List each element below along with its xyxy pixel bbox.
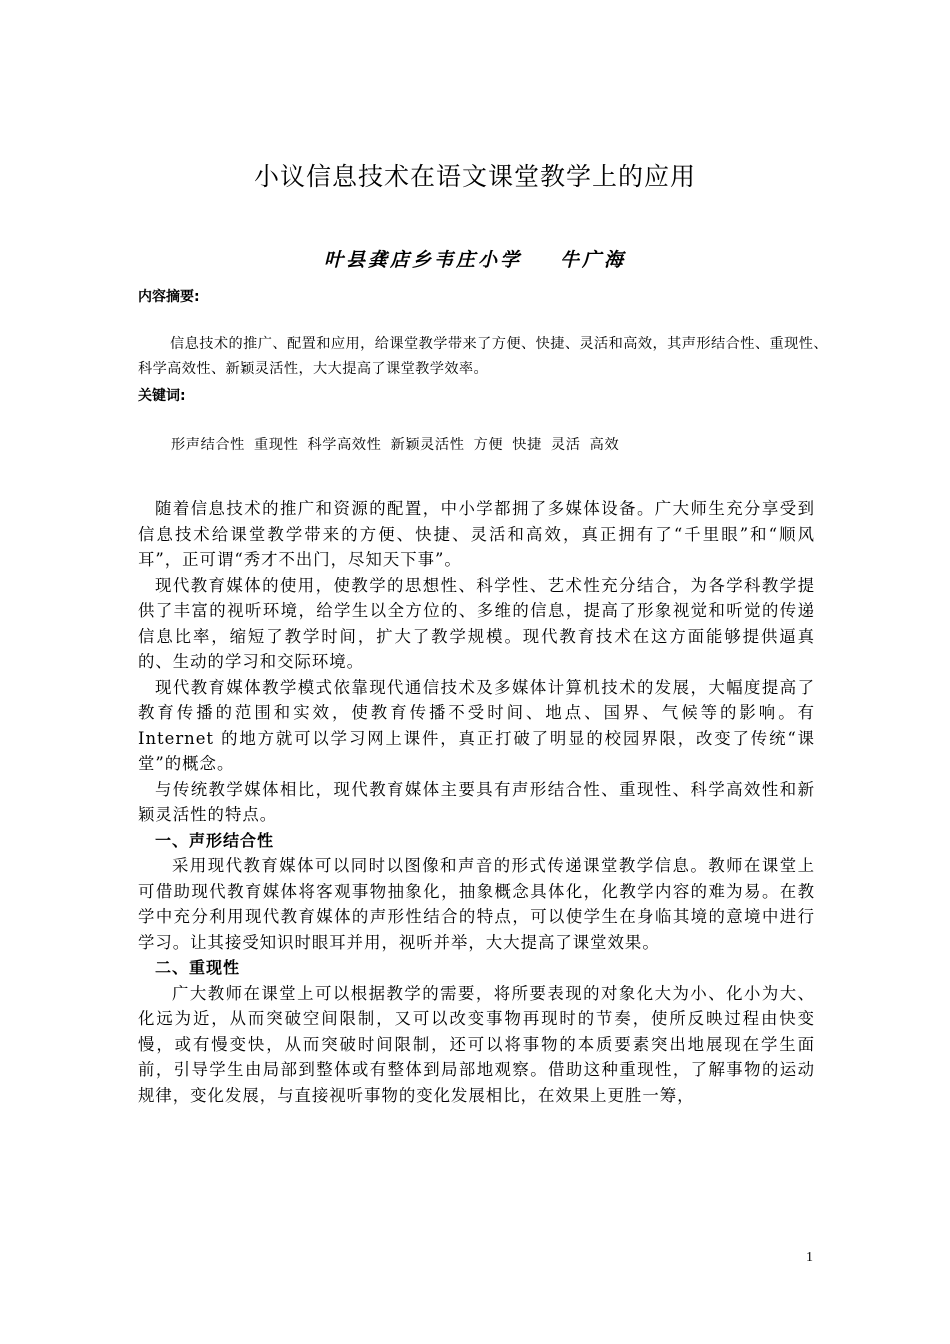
- body-paragraph: 现代教育媒体的使用，使教学的思想性、科学性、艺术性充分结合，为各学科教学提供了丰富的视听环境，给学生以全方位的、多维的信息，提高了形象视觉和听觉的传递信息比率，缩短了教学时间，扩大了教学规模。现代教育技术在这方面能够提供逼真的、生动的学习和交际环境。: [138, 575, 815, 671]
- page-number: 1: [806, 1250, 813, 1265]
- section-heading: 一、声形结合性: [155, 830, 275, 850]
- author-line: [0, 245, 950, 272]
- abstract-label: 内容摘要:: [138, 289, 200, 305]
- document-title: 小议信息技术在语文课堂教学上的应用: [253, 162, 696, 191]
- keywords-label: 关键词:: [138, 388, 186, 404]
- body-text: [138, 496, 815, 1108]
- author-school: 叶县龚店乡韦庄小学: [323, 249, 522, 271]
- keywords-text: 形声结合性 重现性 科学高效性 新颖灵活性 方便 快捷 灵活 高效: [171, 437, 620, 453]
- body-paragraph: 现代教育媒体教学模式依靠现代通信技术及多媒体计算机技术的发展，大幅度提高了教育传播的范围和实效，使教育传播不受时间、地点、国界、气候等的影响。有 Internet 的地方就可以学习网上课件，真正打破了明显的校园界限，改变了传统“课堂”的概念。: [138, 677, 815, 773]
- body-paragraph: 随着信息技术的推广和资源的配置，中小学都拥了多媒体设备。广大师生充分享受到信息技术给课堂教学带来的方便、快捷、灵活和高效，真正拥有了“千里眼”和“顺风耳”，正可谓“秀才不出门，尽知天下事”。: [138, 499, 815, 569]
- section-paragraph: 采用现代教育媒体可以同时以图像和声音的形式传递课堂教学信息。教师在课堂上可借助现代教育媒体将客观事物抽象化，抽象概念具体化，化教学内容的难为易。在教学中充分利用现代教育媒体的声形性结合的特点，可以使学生在身临其境的意境中进行学习。让其接受知识时眼耳并用，视听并举，大大提高了课堂效果。: [138, 856, 815, 952]
- section-paragraph: 广大教师在课堂上可以根据教学的需要，将所要表现的对象化大为小、化小为大、化远为近，从而突破空间限制，又可以改变事物再现时的节奏，使所反映过程由快变慢，或有慢变快，从而突破时间限制，还可以将事物的本质要素突出地展现在学生面前，引导学生由局部到整体或有整体到局部地观察。借助这种重现性，了解事物的运动规律，变化发展，与直接视听事物的变化发展相比，在效果上更胜一筹，: [138, 983, 815, 1105]
- author-name: 牛广海: [560, 249, 627, 271]
- abstract-text: 信息技术的推广、配置和应用，给课堂教学带来了方便、快捷、灵活和高效，其声形结合性、重现性、科学高效性、新颖灵活性，大大提高了课堂教学效率。: [138, 336, 828, 377]
- section-heading: 二、重现性: [155, 958, 241, 977]
- body-paragraph: 与传统教学媒体相比，现代教育媒体主要具有声形结合性、重现性、科学高效性和新颖灵活性的特点。: [138, 779, 815, 824]
